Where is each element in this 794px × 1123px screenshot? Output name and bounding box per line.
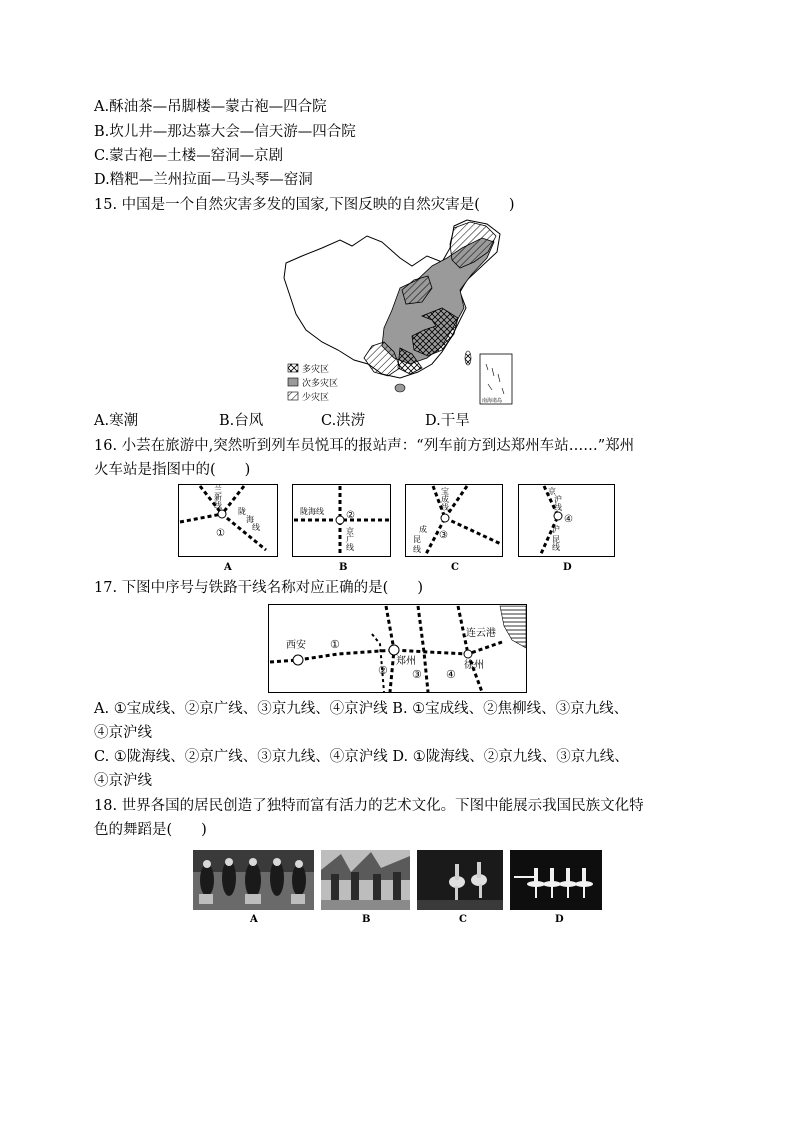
- q18-stem-line1: 18. 世界各国的居民创造了独特而富有活力的艺术文化。下图中能展示我国民族文化特: [94, 798, 644, 814]
- railway-map-c: [405, 484, 505, 560]
- map-a-label-4: 陇: [238, 507, 246, 516]
- map-d-label-5: 昆: [552, 535, 560, 544]
- railway-map-a: [178, 484, 278, 560]
- map-a-label-5: 海: [246, 515, 254, 524]
- map-b-label-4: 线: [346, 543, 354, 552]
- q15-stem: 15. 中国是一个自然灾害多发的国家,下图反映的自然灾害是( ): [94, 197, 515, 213]
- marker-2: ②: [378, 664, 388, 677]
- map-a-label-3: 线: [214, 501, 222, 510]
- q17-options-line2: ④京沪线: [94, 725, 152, 741]
- map-d-caption: D: [563, 562, 572, 573]
- map-a-label-2: 新: [214, 493, 222, 502]
- q14-option-b: B.坎儿井—那达慕大会—信天游—四合院: [94, 124, 356, 140]
- map-c-caption: C: [451, 562, 459, 573]
- q15-option-d: D.干旱: [425, 413, 470, 429]
- dance-caption-a: A: [250, 914, 258, 925]
- disaster-zone-low-ne: [450, 222, 496, 268]
- q17-options-line4: ④京沪线: [94, 773, 152, 789]
- map-a-caption: A: [224, 562, 232, 573]
- city-lianyungang: 连云港: [466, 628, 496, 639]
- map-a-label-1: 兰: [214, 485, 222, 494]
- taiwan-island: [465, 351, 471, 365]
- q17-options-line3: C. ①陇海线、②京广线、③京九线、④京沪线 D. ①陇海线、②京九线、③京九线、: [94, 749, 629, 765]
- dance-photo-a: [193, 850, 314, 910]
- q14-option-c: C.蒙古袍—土楼—窑洞—京剧: [94, 148, 284, 164]
- marker-3: ③: [412, 668, 422, 681]
- map-d-label-4: 沪: [552, 525, 560, 534]
- marker-4: ④: [446, 668, 456, 681]
- map-a-label-6: 线: [252, 523, 260, 532]
- map-c-label-1: 宝: [441, 487, 449, 496]
- china-disaster-map: [282, 218, 522, 408]
- map-b-marker: ②: [346, 510, 355, 521]
- dance-photo-d: [510, 850, 602, 910]
- map-c-label-5: 昆: [413, 535, 421, 544]
- railway-map-d: [518, 484, 618, 560]
- city-xian: 西安: [286, 640, 306, 651]
- map-c-label-2: 成: [441, 495, 449, 504]
- q15-option-c: C.洪涝: [321, 413, 366, 429]
- railway-map-b: [292, 484, 392, 560]
- map-b-label-1: 陇海线: [300, 507, 324, 516]
- q17-options-line1: A. ①宝成线、②京广线、③京九线、④京沪线 B. ①宝成线、②焦柳线、③京九线、: [94, 701, 629, 717]
- map-b-label-2: 京: [346, 527, 354, 536]
- map-d-label-1: 京: [548, 487, 556, 496]
- q15-option-b: B.台风: [219, 413, 264, 429]
- map-legend: [288, 363, 338, 403]
- map-b-caption: B: [339, 562, 348, 573]
- q18-stem-line2: 色的舞蹈是( ): [94, 822, 207, 838]
- inset-label: 南海诸岛: [482, 398, 503, 404]
- map-d-marker: ④: [564, 514, 573, 525]
- map-c-label-3: 线: [441, 503, 449, 512]
- city-zhengzhou: 郑州: [396, 656, 416, 667]
- dance-photo-b: [321, 850, 410, 910]
- legend-label-high: 多灾区: [302, 365, 330, 375]
- map-d-label-2: 沪: [554, 495, 562, 504]
- q17-stem: 17. 下图中序号与铁路干线名称对应正确的是( ): [94, 580, 423, 596]
- dance-caption-b: B: [362, 914, 371, 925]
- map-b-label-3: 广: [346, 535, 354, 544]
- q16-stem-line1: 16. 小芸在旅游中,突然听到列车员悦耳的报站声：“列车前方到达郑州车站……”郑州: [94, 438, 635, 454]
- marker-1: ①: [330, 638, 340, 651]
- hainan-island: [395, 384, 405, 392]
- map-d-label-6: 线: [552, 543, 560, 552]
- map-a-marker: ①: [216, 528, 225, 539]
- q14-option-d: D.糌粑—兰州拉面—马头琴—窑洞: [94, 172, 313, 188]
- q16-stem-line2: 火车站是指图中的( ): [94, 462, 251, 478]
- map-c-label-6: 线: [413, 545, 421, 554]
- city-xuzhou: 徐州: [464, 660, 484, 671]
- q15-option-a: A.寒潮: [94, 413, 139, 429]
- map-c-marker: ③: [439, 530, 448, 541]
- map-c-label-4: 成: [419, 525, 427, 534]
- legend-label-moderate: 次多灾区: [302, 379, 339, 389]
- dance-caption-c: C: [459, 914, 467, 925]
- dance-caption-d: D: [555, 914, 564, 925]
- q14-option-a: A.酥油茶—吊脚楼—蒙古袍—四合院: [94, 99, 327, 115]
- railway-trunk-map: [268, 604, 528, 694]
- map-d-label-3: 线: [554, 503, 562, 512]
- legend-label-low: 少灾区: [302, 393, 330, 403]
- south-china-sea-inset: [480, 354, 512, 404]
- dance-photo-c: [417, 850, 503, 910]
